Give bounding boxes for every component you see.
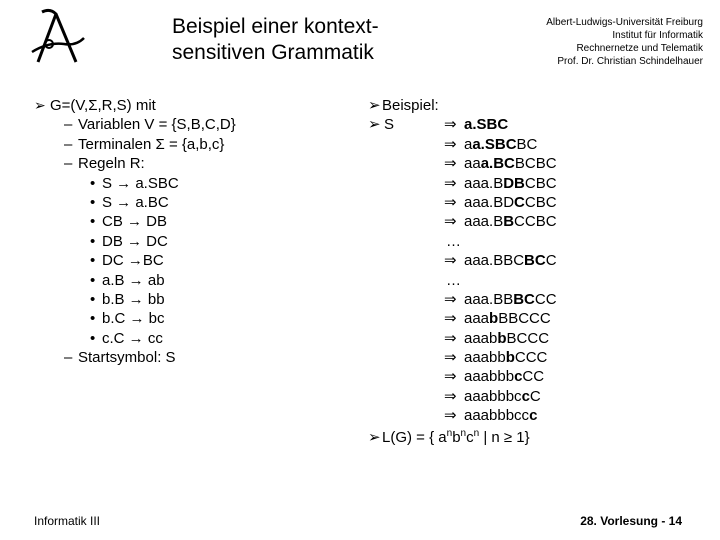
list-item: – Variablen V = {S,B,C,D} (64, 116, 236, 134)
footer-slide-number: 28. Vorlesung - 14 (580, 514, 682, 528)
title-line-2: sensitiven Grammatik (172, 41, 374, 64)
bullet-arrow-icon: ➢ (34, 97, 46, 113)
university-logo-icon (28, 8, 88, 66)
rule-item: • b.C → bc (90, 310, 165, 328)
bullet-arrow-icon: ➢ (368, 428, 381, 446)
list-item: – Terminalen Σ = {a,b,c} (64, 135, 225, 153)
derivation-step: ⇒ aaa.BCBCBC (444, 155, 557, 173)
bullet-arrow-icon: ➢ (368, 116, 381, 134)
affiliation-line: Prof. Dr. Christian Schindelhauer (557, 56, 703, 67)
derivation-step: ⇒ aaa.BDBCBC (444, 174, 557, 192)
derivation-list (368, 115, 698, 425)
title-line-1: Beispiel einer kontext- (172, 15, 379, 38)
derivation-step: ➢ S ⇒ a.SBC (368, 116, 509, 134)
rule-item: • c.C → cc (90, 329, 163, 347)
rule-item: • S → a.SBC (90, 174, 179, 192)
derivation-step: ⇒ aaa.BBCCBC (444, 213, 557, 231)
derivation-ellipsis: … (446, 271, 461, 289)
derivation-step: ⇒ aaabbbccC (444, 387, 541, 405)
list-item: – Regeln R: (64, 155, 145, 173)
footer-course: Informatik III (34, 514, 101, 528)
affiliation-line: Albert-Ludwigs-Universität Freiburg (546, 17, 703, 28)
rule-item: • CB → DB (90, 213, 168, 231)
affiliation-line: Rechnernetze und Telematik (576, 43, 703, 54)
derivation-step: ⇒ aaa.BBBCCC (444, 290, 557, 308)
example-heading: ➢ Beispiel: (368, 97, 439, 114)
bullet-arrow-icon: ➢ (368, 97, 381, 114)
derivation-step: ⇒ aaabbBCCC (444, 329, 550, 347)
language-conclusion: ➢ L(G) = { $a^nb^nc^n$ | n ≥ 1} (368, 427, 530, 446)
derivation-step: ⇒ aaabbbCCC (444, 349, 548, 367)
derivation-step: ⇒ aaabBBCCC (444, 310, 551, 328)
derivation-example (368, 96, 698, 447)
list-item: – Startsymbol: S (64, 349, 176, 367)
rule-item: • b.B → bb (90, 291, 165, 309)
rule-item: • DC →BC (90, 252, 164, 270)
derivation-ellipsis: … (446, 232, 461, 250)
rule-item: • S → a.BC (90, 194, 169, 212)
derivation-step: ⇒ aaabbbccc (444, 407, 538, 425)
affiliation-line: Institut für Informatik (612, 30, 703, 41)
derivation-step: ⇒ aaa.BBCBCC (444, 252, 557, 270)
rule-item: • a.B → ab (90, 271, 165, 289)
rule-item: • DB → DC (90, 232, 168, 250)
grammar-heading: ➢ G=(V,Σ,R,S) mit (34, 97, 156, 114)
page-title (172, 14, 379, 66)
derivation-step: ⇒ aaabbbcCC (444, 368, 545, 386)
derivation-step: ⇒ aa.SBCBC (444, 135, 538, 153)
grammar-definition (34, 96, 236, 368)
affiliation-block (546, 16, 703, 68)
derivation-step: ⇒ aaa.BDCCBC (444, 193, 557, 211)
rule-list (34, 174, 236, 349)
